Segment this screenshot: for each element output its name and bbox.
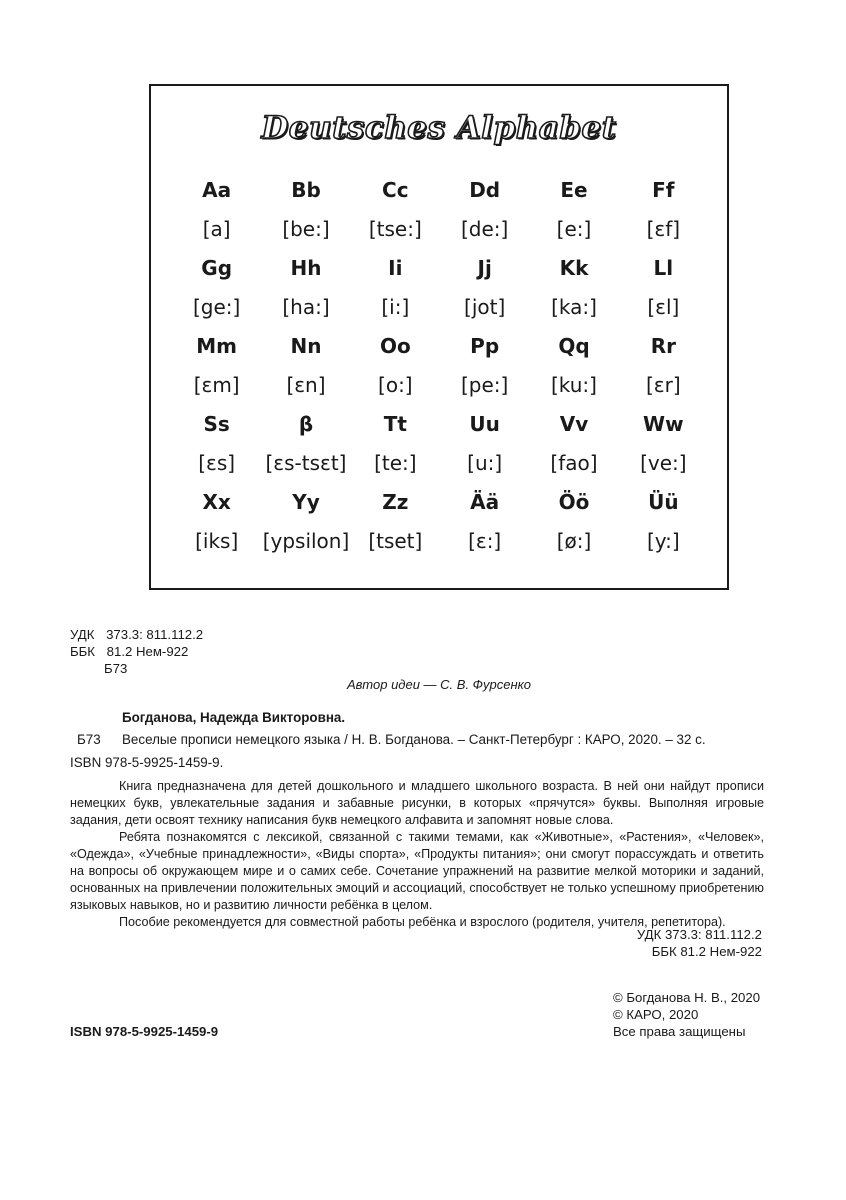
alphabet-letter: Uu (469, 412, 500, 436)
alphabet-transcription: [ve:] (640, 451, 687, 475)
alphabet-transcription: [a] (202, 217, 231, 241)
alphabet-transcription: [ɛm] (193, 373, 240, 397)
alphabet-transcription: [be:] (282, 217, 330, 241)
alphabet-transcription: [ka:] (551, 295, 597, 319)
bbk-line (70, 643, 188, 660)
udk-right: УДК 373.3: 811.112.2 (636, 927, 762, 942)
alphabet-transcription: [u:] (467, 451, 503, 475)
alphabet-letter: Dd (469, 178, 501, 202)
alphabet-letter: Ee (560, 178, 588, 202)
alphabet-letter: Ää (470, 490, 500, 514)
alphabet-transcription: [ø:] (556, 529, 592, 553)
book-author: Богданова, Надежда Викторовна. (122, 710, 346, 725)
isbn-bottom: ISBN 978-5-9925-1459-9 (70, 1024, 219, 1039)
alphabet-letter: Nn (290, 334, 322, 358)
alphabet-transcription: [ɛf] (646, 217, 681, 241)
author-mark: Б73 (104, 661, 128, 676)
alphabet-letter: Zz (382, 490, 409, 514)
book-description: Веселые прописи немецкого языка / Н. В. Богданова. – Санкт-Петербург : КАРО, 2020. – 32 с. (122, 732, 706, 747)
alphabet-transcription: [ɛl] (647, 295, 680, 319)
alphabet-transcription: [tse:] (368, 217, 422, 241)
alphabet-letter: Gg (201, 256, 233, 280)
alphabet-letter: β (298, 412, 314, 436)
alphabet-letter: Ss (203, 412, 230, 436)
copyright-publisher: © КАРО, 2020 (613, 1007, 699, 1022)
alphabet-letter: Bb (291, 178, 321, 202)
udk-value: 373.3: 811.112.2 (106, 627, 204, 642)
alphabet-grid (172, 178, 708, 568)
isbn-line: ISBN 978-5-9925-1459-9. (70, 755, 224, 770)
alphabet-letter: Hh (290, 256, 322, 280)
alphabet-letter: Vv (559, 412, 589, 436)
annotation-paragraph: Книга предназначена для детей дошкольного и младшего школьного возраста. В ней они найдут прописи немецких букв, увлекательные задания и забавные рисунки, в которых «прячутся» буквы. Выполняя игровые задания, дети освоят технику написания букв немецкого алфавита и запомнят новые слова. (70, 779, 764, 827)
alphabet-transcription: [tset] (368, 529, 423, 553)
alphabet-table (149, 84, 729, 590)
bbk-right: ББК 81.2 Нем-922 (651, 944, 762, 959)
alphabet-transcription: [ɛn] (286, 373, 326, 397)
annotation-paragraph: Ребята познакомятся с лексикой, связанной с такими темами, как «Животные», «Растения», «Человек», «Одежда», «Учебные принадлежности», «Виды спорта», «Продукты питания»; они смогут порассуждать и ответить на вопросы об окружающем мире и о самих себе. Сочетание упражнений на развитие мелкой моторики и заданий, основанных на привлечении положительных эмоций и ассоциаций, способствует не только успешному приобретению языковых навыков, но и развитию личности ребёнка в целом. (70, 830, 764, 912)
alphabet-letter: Aa (202, 178, 232, 202)
annotation-paragraph: Пособие рекомендуется для совместной работы ребёнка и взрослого (родителя, учителя, репетитора). (119, 915, 726, 929)
alphabet-transcription: [e:] (556, 217, 592, 241)
alphabet-letter: Rr (650, 334, 676, 358)
alphabet-transcription: [i:] (381, 295, 410, 319)
idea-author: Автор идеи — С. В. Фурсенко (347, 677, 531, 692)
alphabet-letter: Öö (558, 490, 590, 514)
alphabet-letter: Üü (648, 490, 679, 514)
alphabet-transcription: [ɛs-tsɛt] (265, 451, 347, 475)
alphabet-letter: Ll (653, 256, 674, 280)
alphabet-transcription: [fao] (550, 451, 598, 475)
alphabet-transcription: [ɛ:] (468, 529, 502, 553)
alphabet-transcription: [de:] (460, 217, 509, 241)
alphabet-letter: Mm (196, 334, 238, 358)
udk-line (70, 626, 203, 643)
alphabet-letter: Qq (558, 334, 590, 358)
alphabet-transcription: [ha:] (282, 295, 330, 319)
alphabet-transcription: [ge:] (192, 295, 241, 319)
alphabet-transcription: [ypsilon] (262, 529, 350, 553)
alphabet-letter: Yy (292, 490, 320, 514)
alphabet-letter: Oo (379, 334, 411, 358)
alphabet-transcription: [y:] (646, 529, 680, 553)
alphabet-transcription: [ɛs] (198, 451, 236, 475)
alphabet-transcription: [ɛr] (646, 373, 681, 397)
alphabet-letter: Kk (559, 256, 589, 280)
alphabet-letter: Tt (383, 412, 407, 436)
alphabet-title: Deutsches Alphabet (261, 110, 617, 146)
alphabet-transcription: [te:] (374, 451, 417, 475)
copyright-author: © Богданова Н. В., 2020 (613, 990, 761, 1005)
alphabet-letter: Ii (388, 256, 403, 280)
alphabet-letter: Pp (470, 334, 500, 358)
bbk-value: 81.2 Нем-922 (106, 644, 189, 659)
udk-label: УДК (70, 627, 95, 642)
alphabet-letter: Cc (382, 178, 409, 202)
bbk-label: ББК (70, 644, 95, 659)
alphabet-letter: Xx (202, 490, 231, 514)
alphabet-transcription: [ku:] (550, 373, 597, 397)
annotation (70, 778, 764, 931)
rights-reserved: Все права защищены (613, 1024, 746, 1039)
alphabet-transcription: [o:] (378, 373, 413, 397)
alphabet-transcription: [iks] (195, 529, 239, 553)
alphabet-letter: Ff (652, 178, 675, 202)
alphabet-letter: Jj (477, 256, 492, 280)
alphabet-transcription: [pe:] (460, 373, 509, 397)
alphabet-transcription: [jot] (464, 295, 506, 319)
alphabet-letter: Ww (643, 412, 684, 436)
author-mark-2: Б73 (77, 732, 101, 747)
